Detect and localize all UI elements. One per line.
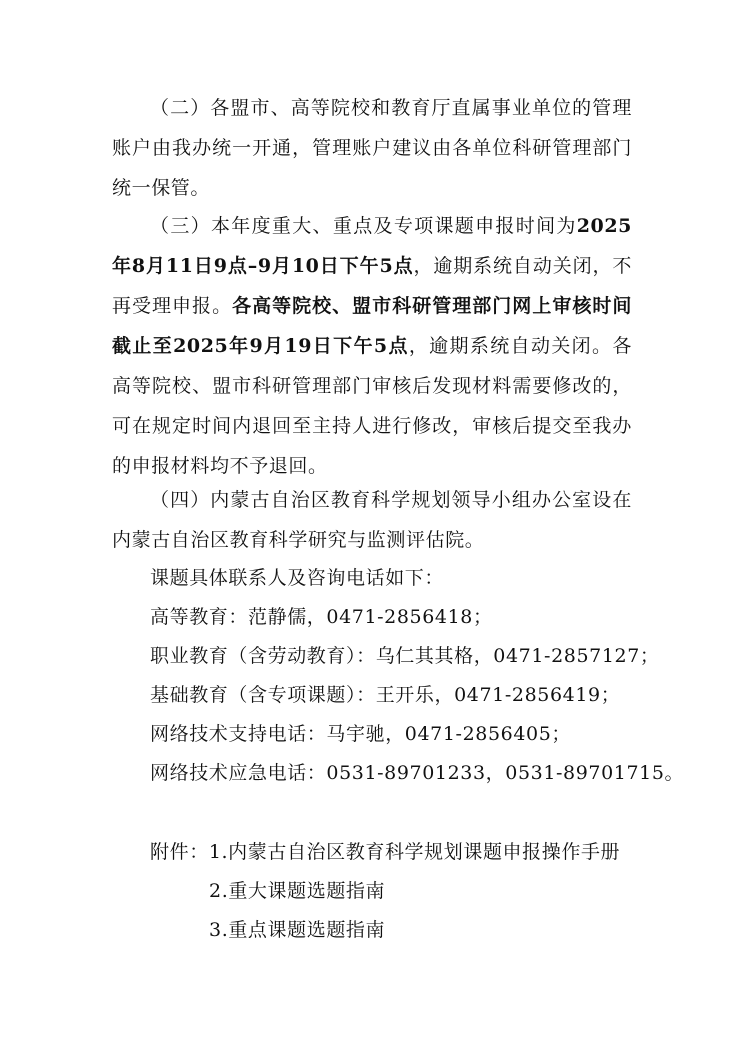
contact-line-tech-support: 网络技术支持电话：马宇驰，0471-2856405； [150, 723, 571, 745]
deadline-review-bold: 各高等院校、盟市科研管理部门网上审核时间截止至2025年9月19日下午5点 [112, 295, 632, 357]
paragraph-text-part: （三）本年度重大、重点及专项课题申报时间为 [150, 215, 577, 237]
contact-line-vocational-education: 职业教育（含劳动教育）：乌仁其其格，0471-2857127； [150, 645, 660, 667]
contact-line-basic-education: 基础教育（含专项课题）：王开乐，0471-2856419； [150, 684, 621, 706]
contact-line-higher-education: 高等教育：范静儒，0471-2856418； [150, 606, 493, 628]
paragraph-text: （二）各盟市、高等院校和教育厅直属事业单位的管理账户由我办统一开通，管理账户建议由各单位科研管理部门统一保管。 [112, 97, 632, 199]
paragraph-text-part: ，逾期系统自动关闭。各高等院校、盟市科研管理部门审核后发现材料需要修改的，可在规定时间内退回至主持人进行修改，审核后提交至我办的申报材料均不予退回。 [112, 335, 632, 477]
paragraph-item-4 [112, 480, 632, 560]
paragraph-text-part: ，逾期系统自动关闭，不再受理申报。 [112, 255, 633, 317]
attachments-block [150, 832, 620, 872]
paragraph-text: （四）内蒙古自治区教育科学规划领导小组办公室设在内蒙古自治区教育科学研究与监测评估院。 [112, 489, 632, 551]
contact-line-emergency: 网络技术应急电话：0531-89701233，0531-89701715。 [150, 762, 685, 784]
attachment-item-1: 1.内蒙古自治区教育科学规划课题申报操作手册 [208, 841, 621, 863]
attachment-item-2: 2.重大课题选题指南 [209, 880, 386, 902]
attachment-item-3: 3.重点课题选题指南 [209, 919, 386, 941]
attachments-label: 附件： [150, 841, 209, 863]
paragraph-item-2 [112, 88, 632, 208]
paragraph-item-3 [112, 206, 632, 486]
deadline-application-bold: 2025年8月11日9点–9月10日下午5点 [112, 215, 632, 277]
contacts-intro: 课题具体联系人及咨询电话如下： [150, 567, 445, 589]
